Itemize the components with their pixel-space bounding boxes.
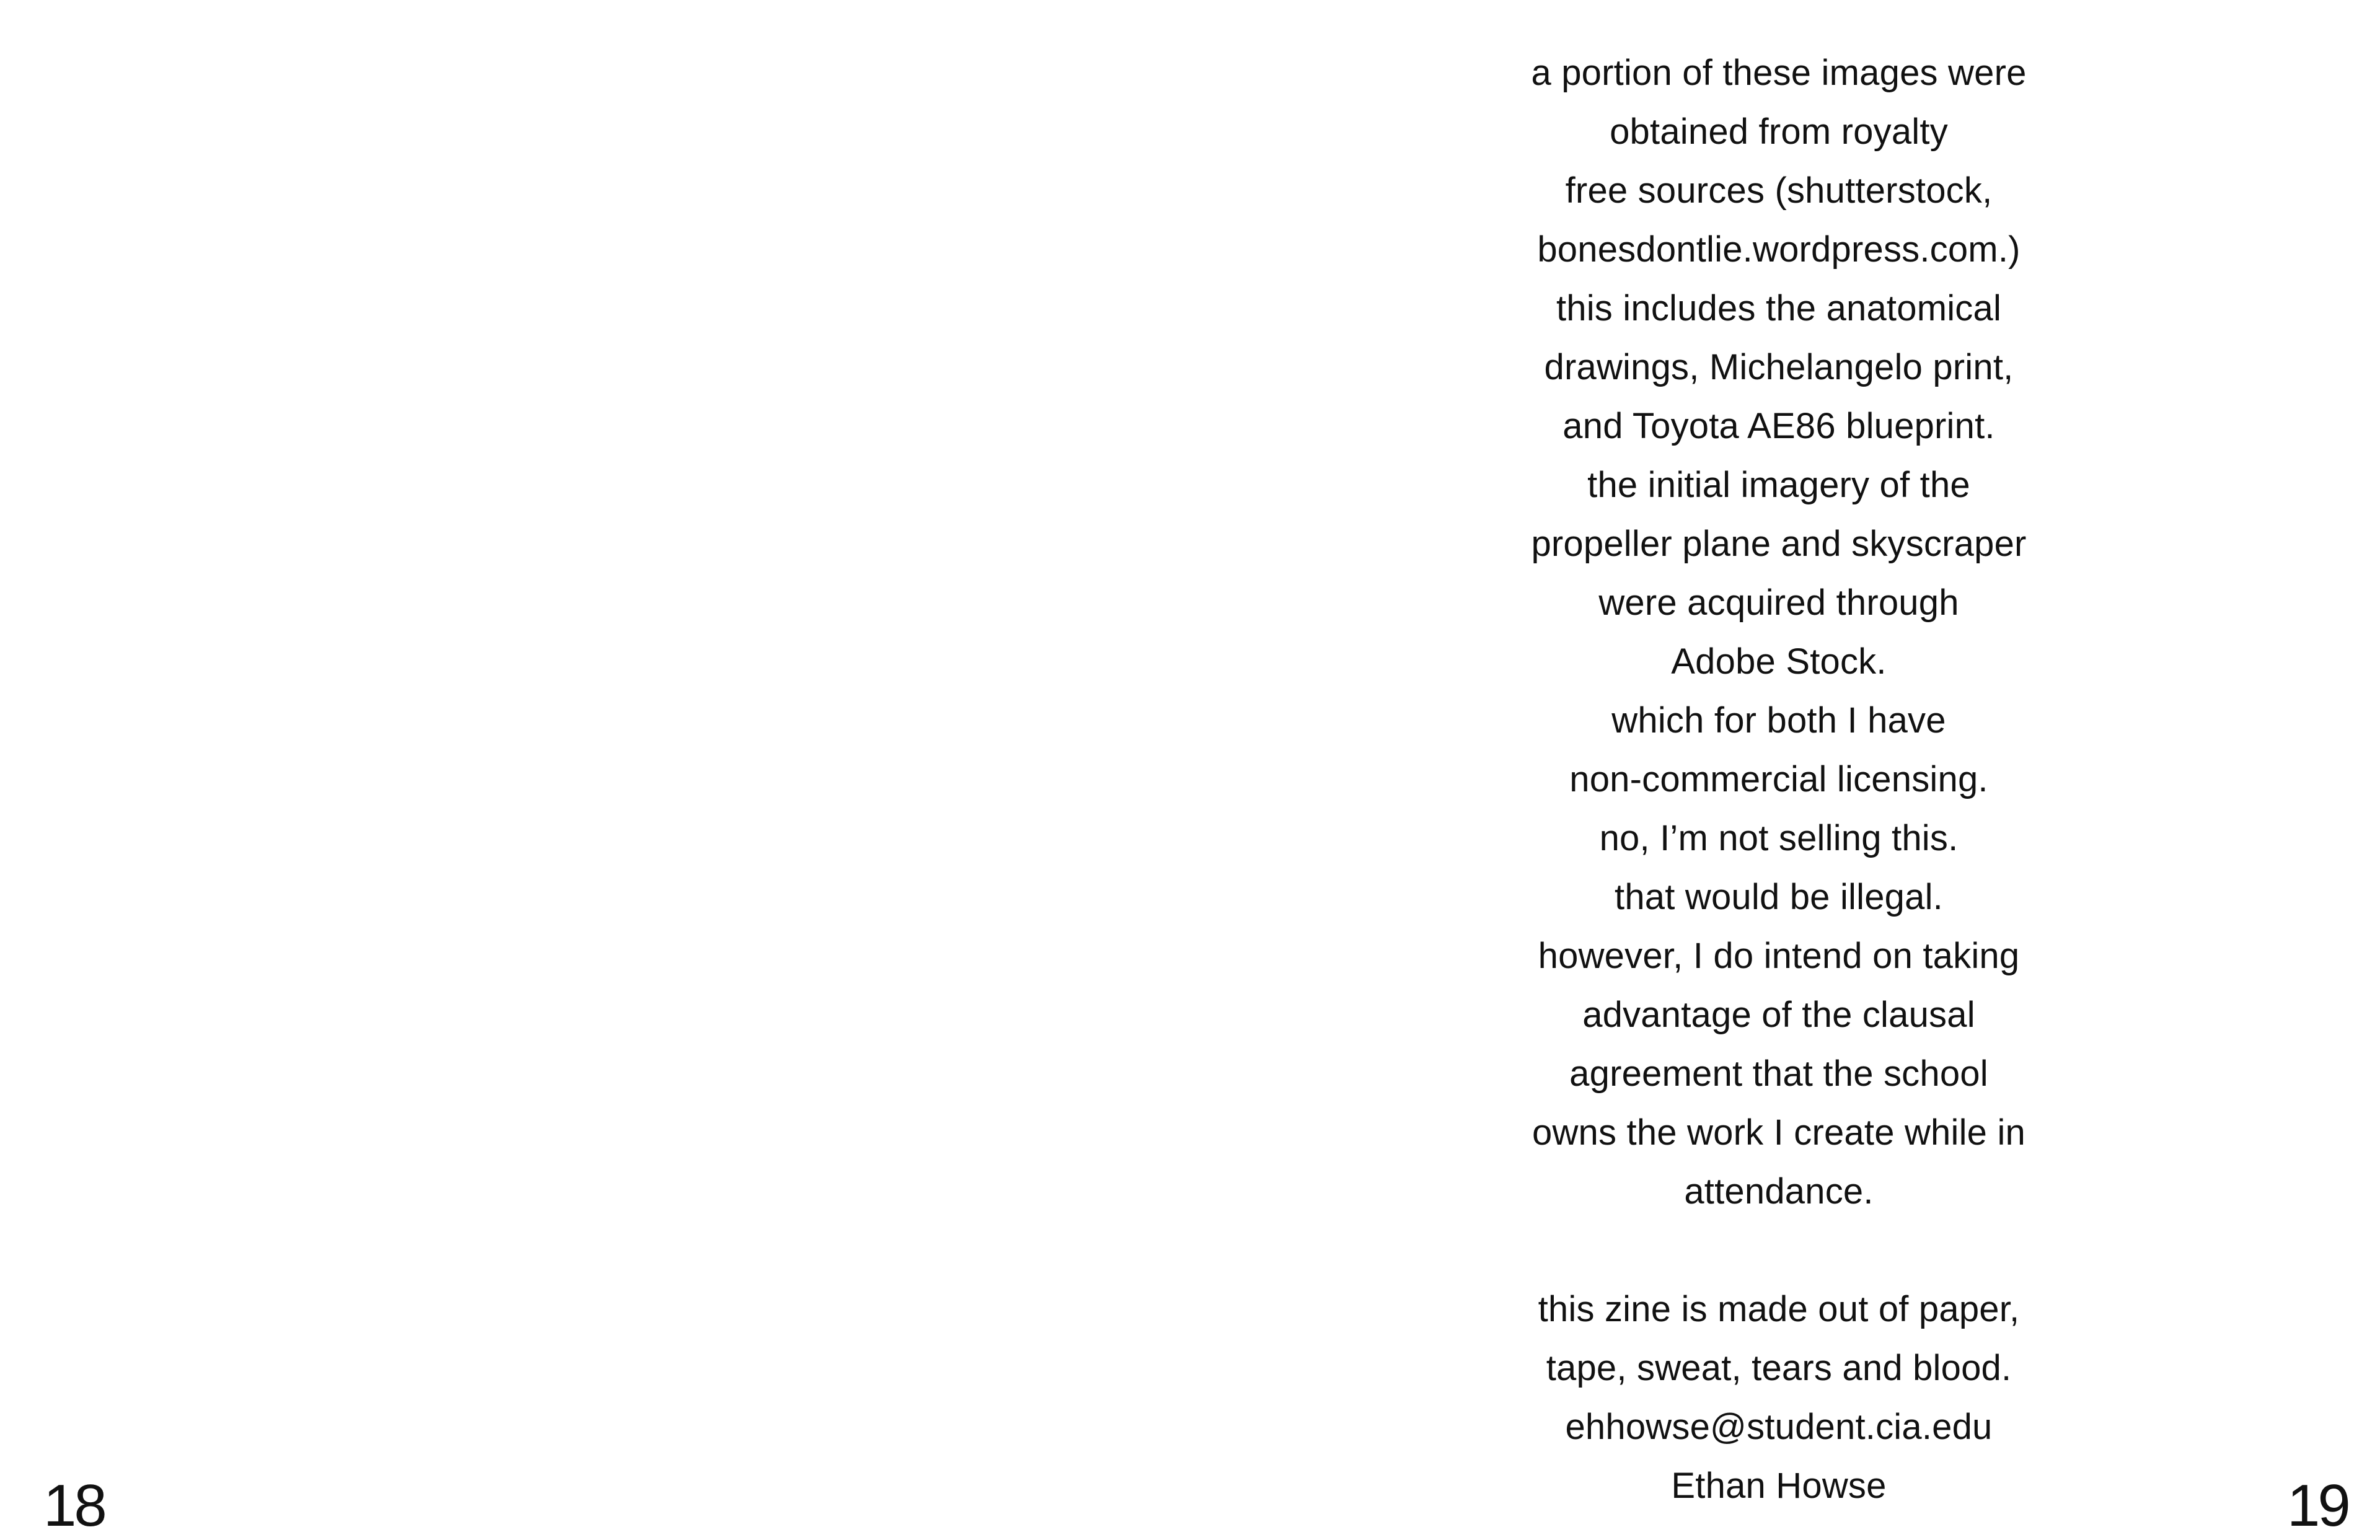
closing-line: this zine is made out of paper, [1538,1289,2020,1329]
credits-line: advantage of the clausal [1582,995,1975,1035]
credits-line: owns the work I create while in [1532,1112,2025,1153]
credits-text-block [1475,43,2082,1515]
credits-line: this includes the anatomical [1556,288,2002,328]
credits-line: free sources (shutterstock, [1565,170,1993,211]
page-number-left: 18 [43,1472,105,1539]
credits-line: no, I’m not selling this. [1599,818,1959,858]
credits-line: bonesdontlie.wordpress.com.) [1537,229,2021,270]
credits-line: non-commercial licensing. [1569,759,1988,799]
credits-line: and Toyota AE86 blueprint. [1562,406,1995,446]
credits-line: attendance. [1684,1171,1874,1212]
credits-line: Adobe Stock. [1671,641,1887,682]
paragraph-spacer [1475,1221,2082,1280]
credits-line: drawings, Michelangelo print, [1544,347,2014,387]
credits-line: which for both I have [1611,700,1946,741]
credits-line: obtained from royalty [1610,112,1948,152]
contact-email: ehhowse@student.cia.edu [1565,1407,1993,1447]
credits-line: were acquired through [1598,583,1959,623]
credits-line: that would be illegal. [1615,877,1943,917]
right-page [1190,0,2380,1540]
credits-line: a portion of these images were [1531,53,2027,93]
page-number-right: 19 [2287,1472,2348,1539]
closing-line: tape, sweat, tears and blood. [1546,1348,2012,1388]
author-name: Ethan Howse [1671,1466,1887,1506]
credits-line: however, I do intend on taking [1538,936,2020,976]
credits-line: agreement that the school [1569,1054,1988,1094]
credits-line: the initial imagery of the [1587,465,1970,505]
credits-line: propeller plane and skyscraper [1531,524,2027,564]
